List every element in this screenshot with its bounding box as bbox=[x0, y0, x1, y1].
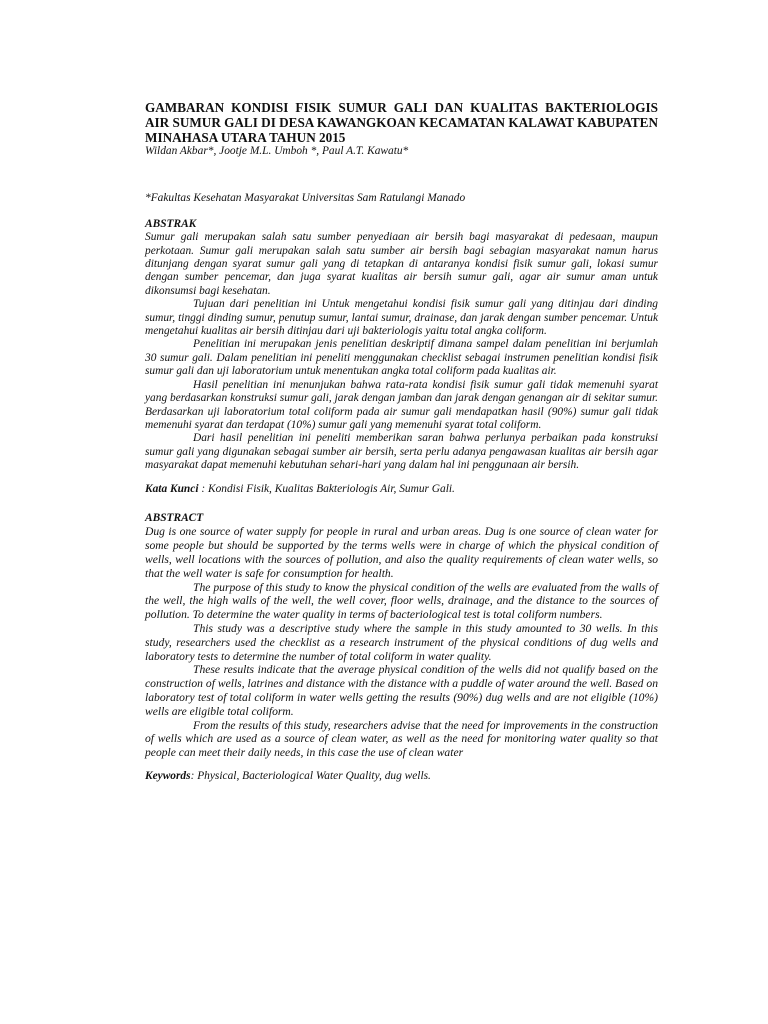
abstrak-heading: ABSTRAK bbox=[145, 217, 197, 230]
abstrak-keywords-label: Kata Kunci bbox=[145, 482, 199, 495]
abstract-keywords bbox=[145, 770, 658, 783]
abstrak-paragraph-1: Sumur gali merupakan salah satu sumber penyediaan air bersih bagi masyarakat di pedesaan, maupun perkotaan. Sumur gali merupakan salah satu sumber air bersih bagi sebagian masyarakat namun harus ditunjang dengan syarat sumur gali yang di tetapkan di antaranya kondisi fisik sumur gali, lokasi sumur dengan sumber pencemar, dan juga syarat kualitas air bersih sumur gali, agar air sumur aman untuk dikonsumsi bagi kesehatan. bbox=[145, 231, 658, 297]
abstract-paragraph-4: These results indicate that the average physical condition of the wells did not qualify based on the construction of wells, latrines and distance with the distance with a puddle of water around the well. Based on laboratory test of total coliform in water wells getting the results (90%) dug wells and are not eligible (10%) wells are eligible total coliform. bbox=[145, 663, 658, 718]
abstrak-paragraph-4: Hasil penelitian ini menunjukan bahwa rata-rata kondisi fisik sumur gali tidak memenuhi syarat yang berdasarkan konstruksi sumur gali, jarak dengan jamban dan jarak dengan genangan air di sekitar sumur. Berdasarkan uji laboratorium total coliform pada air sumur gali mendapatkan hasil (90%) sumur gali tidak memenuhi syarat dan terdapat (10%) sumur gali yang memenuhi syarat total coliform. bbox=[145, 378, 658, 431]
abstrak-keywords bbox=[145, 483, 658, 496]
abstract-paragraph-3: This study was a descriptive study where the sample in this study amounted to 30 wells. In this study, researchers used the checklist as a research instrument of the physical conditions of dug wells and laboratory tests to determine the number of total coliform in water quality. bbox=[145, 621, 658, 663]
abstrak-keywords-text: : Kondisi Fisik, Kualitas Bakteriologis Air, Sumur Gali. bbox=[198, 482, 455, 495]
abstrak-paragraph-5: Dari hasil penelitian ini peneliti memberikan saran bahwa perlunya perbaikan pada konstruksi sumur gali yang digunakan sebagai sumber air bersih, serta perlu adanya pengawasan kualitas air bersih agar masyarakat dapat memenuhi kebutuhan sehari-hari yang dalam hal ini penggunaan air bersih. bbox=[145, 432, 658, 472]
abstract-paragraph-1: Dug is one source of water supply for people in rural and urban areas. Dug is one source of clean water for some people but should be supported by the terms wells were in charge of which the physical condition of wells, well locations with the sources of pollution, and also the quality requirements of clean water wells, so that the well water is safe for consumption for health. bbox=[145, 525, 658, 580]
abstract-paragraph-5: From the results of this study, researchers advise that the need for improvements in the construction of wells which are used as a source of clean water, as well as the need for monitoring water quality so that people can meet their daily needs, in this case the use of clean water bbox=[145, 718, 658, 760]
abstract-section bbox=[145, 512, 658, 783]
abstrak-paragraph-2: Tujuan dari penelitian ini Untuk mengetahui kondisi fisik sumur gali yang ditinjau dari dinding sumur, tinggi dinding sumur, penutup sumur, lantai sumur, drainase, dan jarak dengan sumber pencemar. Untuk mengetahui kualitas air bersih ditinjau dari uji bakteriologis yaitu total angka coliform. bbox=[145, 298, 658, 338]
abstract-heading: ABSTRACT bbox=[145, 511, 204, 524]
paper-page bbox=[145, 100, 658, 799]
abstrak-section bbox=[145, 218, 658, 496]
abstract-paragraph-2: The purpose of this study to know the physical condition of the wells are evaluated from the walls of the well, the high walls of the well, the well cover, floor wells, drainage, and the distance to the sources of pollution. To determine the water quality in terms of bacteriological test is total coliform numbers. bbox=[145, 580, 658, 622]
abstrak-paragraph-3: Penelitian ini merupakan jenis penelitian deskriptif dimana sampel dalam penelitian ini berjumlah 30 sumur gali. Dalam penelitian ini peneliti menggunakan checklist sebagai instrumen penelitian kondisi fisik sumur gali dan uji laboratorium untuk menentukan angka total coliform pada kualitas air. bbox=[145, 338, 658, 378]
author-list: Wildan Akbar*, Jootje M.L. Umboh *, Paul A.T. Kawatu* bbox=[145, 145, 409, 157]
paper-title: GAMBARAN KONDISI FISIK SUMUR GALI DAN KUALITAS BAKTERIOLOGIS AIR SUMUR GALI DI DESA KAWANGKOAN KECAMATAN KALAWAT KABUPATEN MINAHASA UTARA TAHUN 2015 bbox=[145, 100, 658, 145]
affiliation: *Fakultas Kesehatan Masyarakat Universitas Sam Ratulangi Manado bbox=[145, 192, 466, 205]
abstract-keywords-label: Keywords bbox=[145, 769, 191, 782]
abstract-keywords-text: : Physical, Bacteriological Water Quality, dug wells. bbox=[190, 769, 431, 782]
